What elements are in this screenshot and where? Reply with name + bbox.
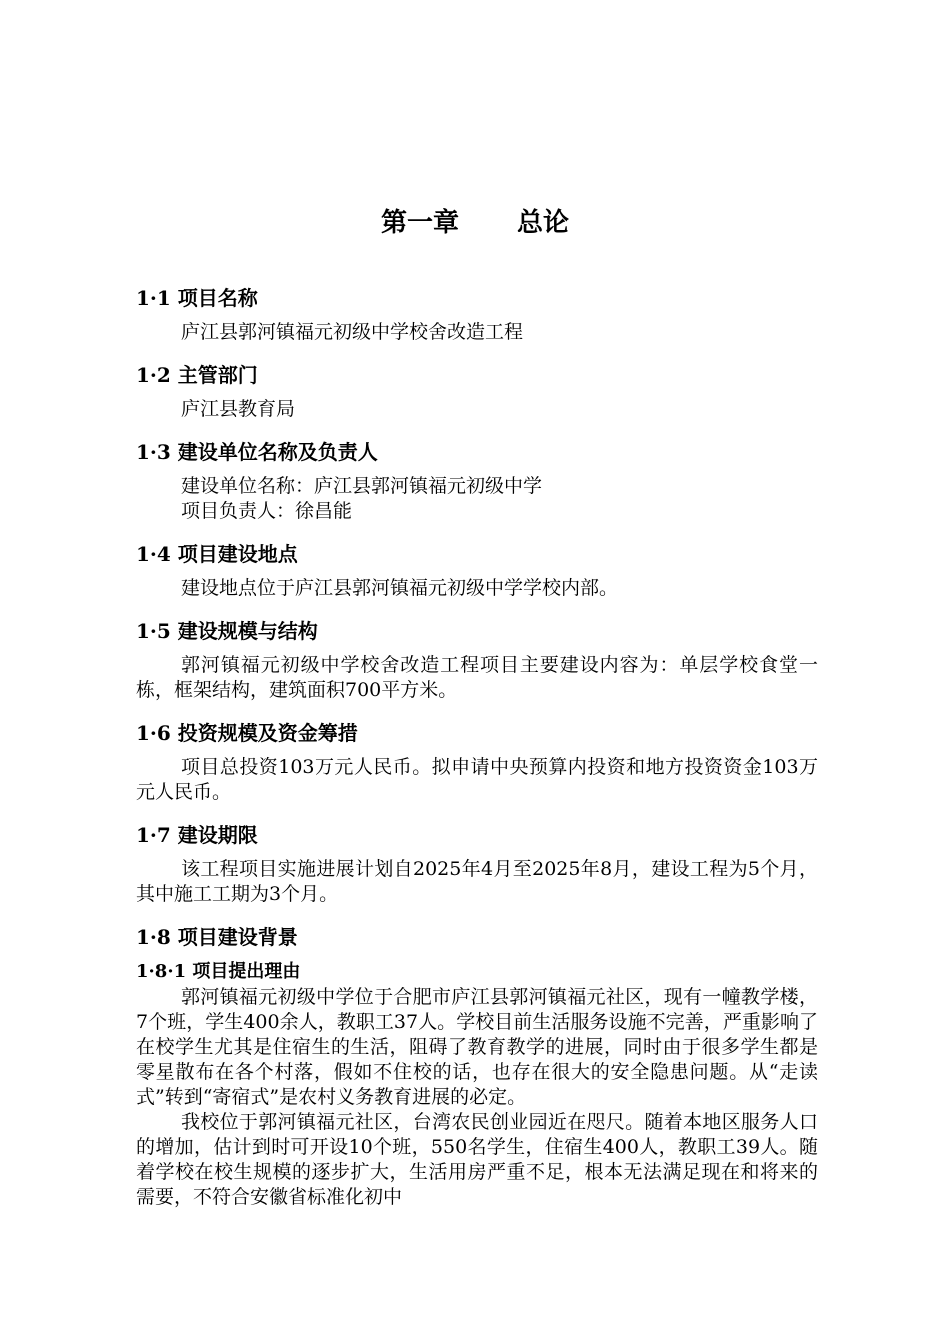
chapter-number: 第一章: [380, 208, 459, 238]
project-leader: 项目负责人：徐昌能: [181, 500, 353, 522]
section-heading: 1·5 建设规模与结构: [136, 619, 318, 643]
subsection-paragraph: 郭河镇福元初级中学位于合肥市庐江县郭河镇福元社区，现有一幢教学楼，7个班，学生400余人，教职工37人。学校目前生活服务设施不完善，严重影响了在校学生尤其是住宿生的生活，阻碍了教育教学的进展，同时由于很多学生都是零星散布在各个村落，假如不住校的话，也存在很大的安全隐患问题。从“走读式”转到“寄宿式”是农村义务教育进展的必定。: [136, 986, 818, 1108]
section-1-3: [136, 434, 818, 536]
document-body: [136, 280, 818, 1210]
subsection-heading: 1·8·1 项目提出理由: [136, 961, 301, 982]
subsection-paragraph: 我校位于郭河镇福元社区，台湾农民创业园近在咫尺。随着本地区服务人口的增加，估计到时可开设10个班，550名学生，住宿生400人，教职工39人。随着学校在校生规模的逐步扩大，生活用房严重不足，根本无法满足现在和将来的需要，不符合安徽省标准化初中: [136, 1111, 818, 1208]
section-heading: 1·7 建设期限: [136, 823, 258, 847]
construction-unit-name: 建设单位名称：庐江县郭河镇福元初级中学: [181, 475, 543, 497]
section-paragraph: 庐江县郭河镇福元初级中学校舍改造工程: [181, 321, 524, 343]
section-heading: 1·4 项目建设地点: [136, 542, 298, 566]
section-paragraph: 庐江县教育局: [181, 398, 296, 420]
section-1-1: [136, 280, 818, 357]
section-1-6: [136, 715, 818, 817]
section-1-2: [136, 357, 818, 434]
section-paragraph: 项目总投资103万元人民币。拟申请中央预算内投资和地方投资资金103万元人民币。: [136, 756, 818, 803]
chapter-title: [0, 205, 950, 241]
section-1-4: [136, 536, 818, 613]
section-paragraph: 建设地点位于庐江县郭河镇福元初级中学学校内部。: [181, 577, 619, 599]
section-heading: 1·3 建设单位名称及负责人: [136, 440, 378, 464]
chapter-name: 总论: [517, 208, 570, 238]
section-1-5: [136, 613, 818, 715]
section-heading: 1·2 主管部门: [136, 363, 258, 387]
subsection-1-8-1: [136, 959, 818, 1210]
section-paragraph: 该工程项目实施进展计划自2025年4月至2025年8月，建设工程为5个月，其中施工工期为3个月。: [136, 858, 818, 905]
section-1-8: [136, 919, 818, 959]
section-1-7: [136, 817, 818, 919]
section-heading: 1·8 项目建设背景: [136, 925, 298, 949]
section-paragraph: 郭河镇福元初级中学校舍改造工程项目主要建设内容为：单层学校食堂一栋，框架结构，建筑面积700平方米。: [136, 654, 818, 701]
section-heading: 1·6 投资规模及资金筹措: [136, 721, 358, 745]
section-heading: 1·1 项目名称: [136, 286, 258, 310]
